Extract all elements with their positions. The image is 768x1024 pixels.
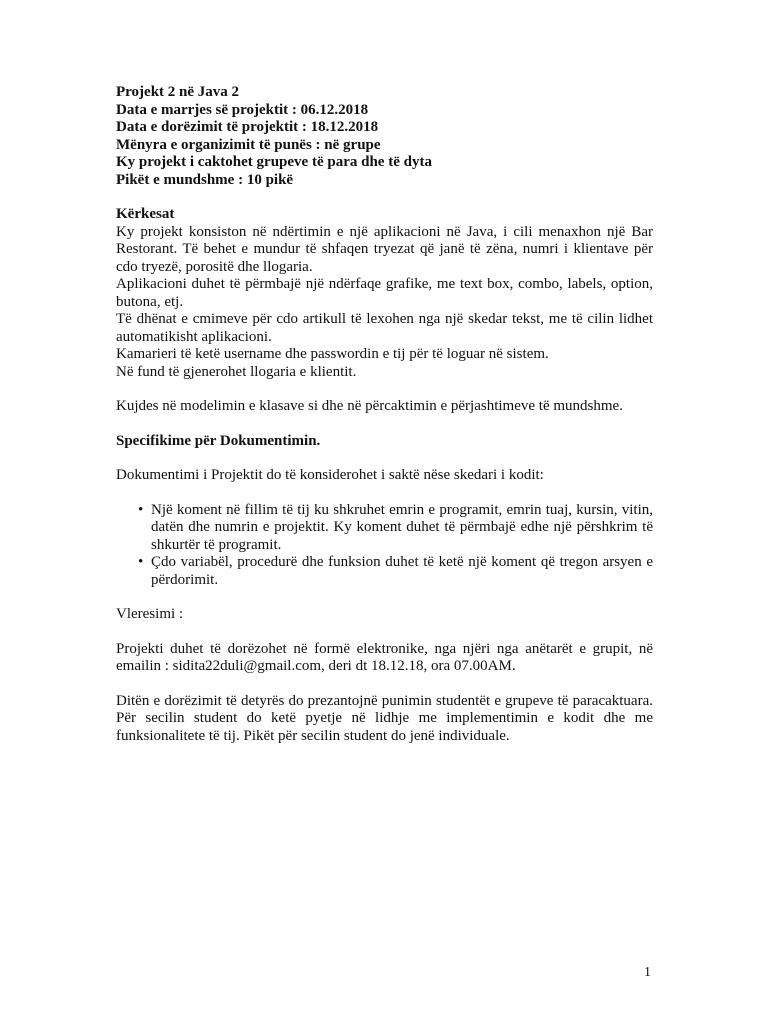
requirements-paragraph: Në fund të gjenerohet llogaria e klientit. [116, 363, 357, 380]
documentation-intro: Dokumentimi i Projektit do të konsiderohet i saktë nëse skedari i kodit: [116, 467, 544, 483]
organization-line: Mënyra e organizimit të punës : në grupe [116, 136, 381, 153]
submission-date-line: Data e dorëzimit të projektit : 18.12.2018 [116, 119, 379, 135]
document-body [116, 84, 653, 745]
documentation-bullet [116, 554, 653, 589]
project-title: Projekt 2 në Java 2 [116, 84, 240, 100]
documentation-bullet-text: Një koment në fillim të tij ku shkruhet emrin e programit, emrin tuaj, kursin, vitin, datën dhe numrin e projektit. Ky koment duhet të përmbajë edhe një përshkrim të shkurtër të programit. [151, 501, 653, 553]
documentation-heading: Specifikime për Dokumentimin. [116, 432, 321, 449]
receive-date-line: Data e marrjes së projektit : 06.12.2018 [116, 101, 369, 118]
submission-paragraph: Projekti duhet të dorëzohet në formë elektronike, nga njëri nga anëtarët e grupit, në emailin : sidita22duli@gmail.com, deri dt 18.12.18, ora 07.00AM. [116, 640, 653, 674]
points-line: Pikët e mundshme : 10 pikë [116, 171, 294, 188]
bullet-icon: • [138, 554, 144, 570]
requirements-paragraph: Aplikacioni duhet të përmbajë një ndërfaqe grafike, me text box, combo, labels, option, butona, etj. [116, 276, 653, 310]
assigned-groups-line: Ky projekt i caktohet grupeve të para dhe të dyta [116, 154, 432, 170]
evaluation-heading: Vleresimi : [116, 606, 184, 622]
presentation-paragraph: Ditën e dorëzimit të detyrës do prezantojnë punimin studentët e grupeve të paracaktuara. Për secilin student do ketë pyetje në lidhje me implementimin e kodit dhe me funksionalitete të tij. Pikët për secilin student do jenë individuale. [116, 692, 653, 744]
requirements-paragraph: Ky projekt konsiston në ndërtimin e një aplikacioni në Java, i cili menaxhon një Bar Restorant. Të behet e mundur të shfaqen tryezat që janë të zëna, numri i klientave për cdo tryezë, porositë dhe llogaria. [116, 223, 653, 275]
requirements-heading: Kërkesat [116, 206, 175, 222]
bullet-icon: • [138, 501, 144, 518]
requirements-paragraph: Të dhënat e cmimeve për cdo artikull të lexohen nga një skedar tekst, me të cilin lidhet automatikisht aplikacioni. [116, 311, 653, 345]
documentation-bullet-list [116, 502, 653, 590]
modeling-note: Kujdes në modelimin e klasave si dhe në përcaktimin e përjashtimeve të mundshme. [116, 398, 623, 414]
page-number: 1 [644, 965, 651, 980]
project-header [116, 84, 653, 189]
documentation-bullet-text: Çdo variabël, procedurë dhe funksion duhet të ketë një koment që tregon arsyen e përdorimit. [151, 554, 653, 588]
documentation-bullet [116, 502, 653, 555]
requirements-paragraph: Kamarieri të ketë username dhe passwordin e tij për të loguar në sistem. [116, 346, 549, 362]
